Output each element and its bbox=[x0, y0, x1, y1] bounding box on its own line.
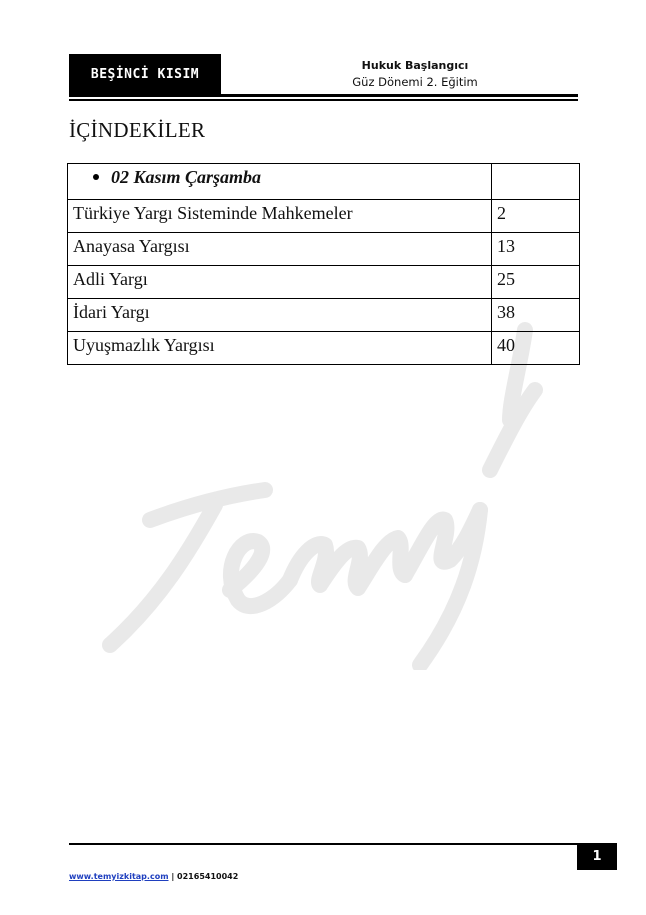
toc-row bbox=[68, 200, 580, 233]
phone-number: 02165410042 bbox=[177, 872, 239, 881]
toc-section-page-cell bbox=[492, 164, 580, 200]
page-number: 1 bbox=[577, 843, 617, 870]
toc-row bbox=[68, 233, 580, 266]
header-titles bbox=[300, 58, 530, 90]
toc-entry-page: 13 bbox=[492, 233, 580, 266]
toc-entry-page: 40 bbox=[492, 332, 580, 365]
section-label: BEŞİNCİ KISIM bbox=[69, 54, 221, 94]
toc-entry-title[interactable]: İdari Yargı bbox=[68, 299, 492, 332]
header-rule-thick bbox=[69, 94, 578, 97]
header-rule-thin bbox=[69, 99, 578, 101]
footer-separator: | bbox=[171, 872, 175, 881]
toc-row bbox=[68, 332, 580, 365]
toc-entry-page: 38 bbox=[492, 299, 580, 332]
table-of-contents bbox=[67, 163, 580, 365]
toc-section-label: 02 Kasım Çarşamba bbox=[111, 167, 262, 187]
toc-entry-title[interactable]: Adli Yargı bbox=[68, 266, 492, 299]
toc-entry-page: 25 bbox=[492, 266, 580, 299]
bullet-icon bbox=[93, 174, 99, 180]
footer-info bbox=[69, 872, 238, 881]
website-link[interactable]: www.temyizkitap.com bbox=[69, 872, 169, 881]
toc-entry-page: 2 bbox=[492, 200, 580, 233]
toc-entry-title[interactable]: Türkiye Yargı Sisteminde Mahkemeler bbox=[68, 200, 492, 233]
footer-rule bbox=[69, 843, 578, 845]
toc-entry-title[interactable]: Anayasa Yargısı bbox=[68, 233, 492, 266]
document-subtitle: Güz Dönemi 2. Eğitim bbox=[352, 75, 478, 89]
document-title: Hukuk Başlangıcı bbox=[361, 59, 469, 72]
page-heading: İÇİNDEKİLER bbox=[69, 118, 206, 142]
toc-row bbox=[68, 266, 580, 299]
toc-row bbox=[68, 299, 580, 332]
toc-section-cell bbox=[68, 164, 492, 200]
toc-entry-title[interactable]: Uyuşmazlık Yargısı bbox=[68, 332, 492, 365]
toc-section-row bbox=[68, 164, 580, 200]
